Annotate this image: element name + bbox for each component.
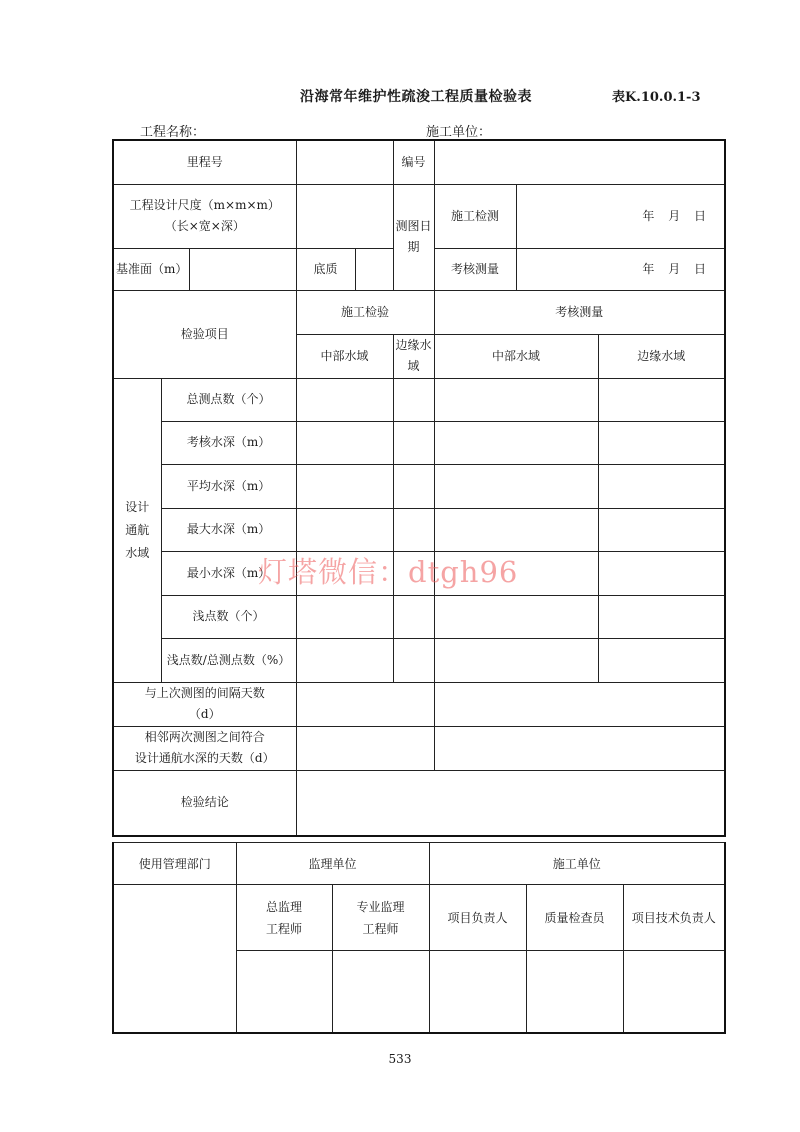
bottom-label: 底质 [296, 248, 355, 290]
chief-signature[interactable] [236, 951, 332, 1033]
special-line1: 专业监理 [356, 899, 405, 914]
chief-line1: 总监理 [265, 899, 302, 914]
table-row [113, 638, 725, 682]
sig-head-row [113, 843, 725, 885]
interval-line1: 与上次测图的间隔天数 [144, 686, 265, 700]
inspection-table [112, 139, 726, 837]
cell[interactable] [296, 638, 393, 682]
construction-unit-label: 施工单位 [429, 843, 725, 885]
days-line1: 相邻两次测图之间符合 [144, 730, 265, 744]
cell[interactable] [434, 595, 598, 638]
table-row [113, 421, 725, 464]
sig-role-row [113, 885, 725, 951]
row-days [113, 726, 725, 770]
cell[interactable] [393, 508, 434, 551]
cell[interactable] [296, 508, 393, 551]
number-value[interactable] [434, 140, 725, 184]
row-interval [113, 682, 725, 726]
cell[interactable] [434, 508, 598, 551]
cell[interactable] [434, 464, 598, 508]
page-number: 533 [388, 1052, 412, 1066]
table-code: 表K.10.0.1-3 [612, 90, 701, 105]
cell[interactable] [393, 638, 434, 682]
design-size-line1: 工程设计尺度（m×m×m） [129, 198, 280, 212]
days-construction-value[interactable] [296, 726, 434, 770]
item-label: 平均水深（m） [161, 464, 296, 508]
construction-check-date[interactable]: 年 月 日 [516, 184, 725, 248]
interval-construction-value[interactable] [296, 682, 434, 726]
special-line2: 工程师 [362, 921, 399, 936]
design-navigation-water-label [113, 378, 161, 682]
chief-line2: 工程师 [265, 921, 302, 936]
cell[interactable] [434, 378, 598, 421]
special-supervisor-label [332, 885, 429, 951]
cell[interactable] [598, 508, 725, 551]
row-mileage [113, 140, 725, 184]
item-label: 考核水深（m） [161, 421, 296, 464]
form-title: 沿海常年维护性疏浚工程质量检验表 [300, 89, 532, 105]
cell[interactable] [434, 638, 598, 682]
item-label: 浅点数（个） [161, 595, 296, 638]
cell[interactable] [598, 378, 725, 421]
datum-value[interactable] [189, 248, 296, 290]
construction-check-label: 施工检测 [434, 184, 516, 248]
cell[interactable] [296, 595, 393, 638]
user-dept-label: 使用管理部门 [113, 843, 236, 885]
tech-signature[interactable] [623, 951, 725, 1033]
ci-middle-label: 中部水域 [296, 334, 393, 378]
interval-line2: （d） [188, 707, 221, 721]
assessment-survey-label: 考核测量 [434, 248, 516, 290]
design-size-label [113, 184, 296, 248]
cell[interactable] [393, 421, 434, 464]
item-label: 最小水深（m） [161, 551, 296, 595]
project-name-label: 工程名称： [140, 125, 206, 140]
cell[interactable] [598, 464, 725, 508]
item-label: 总测点数（个） [161, 378, 296, 421]
special-signature[interactable] [332, 951, 429, 1033]
region-line1: 设计 [125, 499, 150, 514]
mileage-label: 里程号 [113, 140, 296, 184]
construction-inspection-label: 施工检验 [296, 290, 434, 334]
conclusion-value[interactable] [296, 770, 725, 836]
assessment-survey-date[interactable]: 年 月 日 [516, 248, 725, 290]
days-label [113, 726, 296, 770]
cell[interactable] [598, 638, 725, 682]
interval-assessment-value[interactable] [434, 682, 725, 726]
technical-lead-label: 项目技术负责人 [623, 885, 725, 951]
cell[interactable] [393, 378, 434, 421]
design-size-line2: （长×宽×深） [164, 219, 245, 233]
qc-signature[interactable] [526, 951, 623, 1033]
item-label: 浅点数/总测点数（%） [161, 638, 296, 682]
design-size-value[interactable] [296, 184, 393, 248]
cell[interactable] [598, 551, 725, 595]
contractor-label: 施工单位： [426, 125, 492, 140]
user-dept-signature[interactable] [113, 885, 236, 1033]
cell[interactable] [598, 421, 725, 464]
number-label: 编号 [393, 140, 434, 184]
table-row [113, 464, 725, 508]
table-row [113, 508, 725, 551]
cell[interactable] [434, 421, 598, 464]
mileage-value[interactable] [296, 140, 393, 184]
datum-label: 基准面（m） [113, 248, 189, 290]
cell[interactable] [296, 378, 393, 421]
pm-signature[interactable] [429, 951, 526, 1033]
watermark: 灯塔微信：dtgh96 [258, 555, 519, 589]
cell[interactable] [393, 595, 434, 638]
row-conclusion [113, 770, 725, 836]
inspect-item-label: 检验项目 [113, 290, 296, 378]
am-middle-label: 中部水域 [434, 334, 598, 378]
conclusion-label: 检验结论 [113, 770, 296, 836]
am-edge-label: 边缘水域 [598, 334, 725, 378]
project-manager-label: 项目负责人 [429, 885, 526, 951]
ci-edge-label: 边缘水域 [393, 334, 434, 378]
signature-table [112, 842, 726, 1034]
region-line3: 水域 [125, 545, 150, 560]
supervisor-unit-label: 监理单位 [236, 843, 429, 885]
cell[interactable] [393, 464, 434, 508]
cell[interactable] [296, 421, 393, 464]
interval-label [113, 682, 296, 726]
row-inspect-head1 [113, 290, 725, 334]
region-line2: 通航 [125, 522, 150, 537]
bottom-value[interactable] [355, 248, 393, 290]
days-assessment-value[interactable] [434, 726, 725, 770]
survey-date-label: 测图日期 [393, 184, 434, 290]
assessment-measure-label: 考核测量 [434, 290, 725, 334]
item-label: 最大水深（m） [161, 508, 296, 551]
chief-supervisor-label [236, 885, 332, 951]
quality-inspector-label: 质量检查员 [526, 885, 623, 951]
cell[interactable] [296, 464, 393, 508]
table-row [113, 595, 725, 638]
row-design [113, 184, 725, 248]
days-line2: 设计通航水深的天数（d） [134, 751, 275, 765]
table-row [113, 378, 725, 421]
cell[interactable] [598, 595, 725, 638]
